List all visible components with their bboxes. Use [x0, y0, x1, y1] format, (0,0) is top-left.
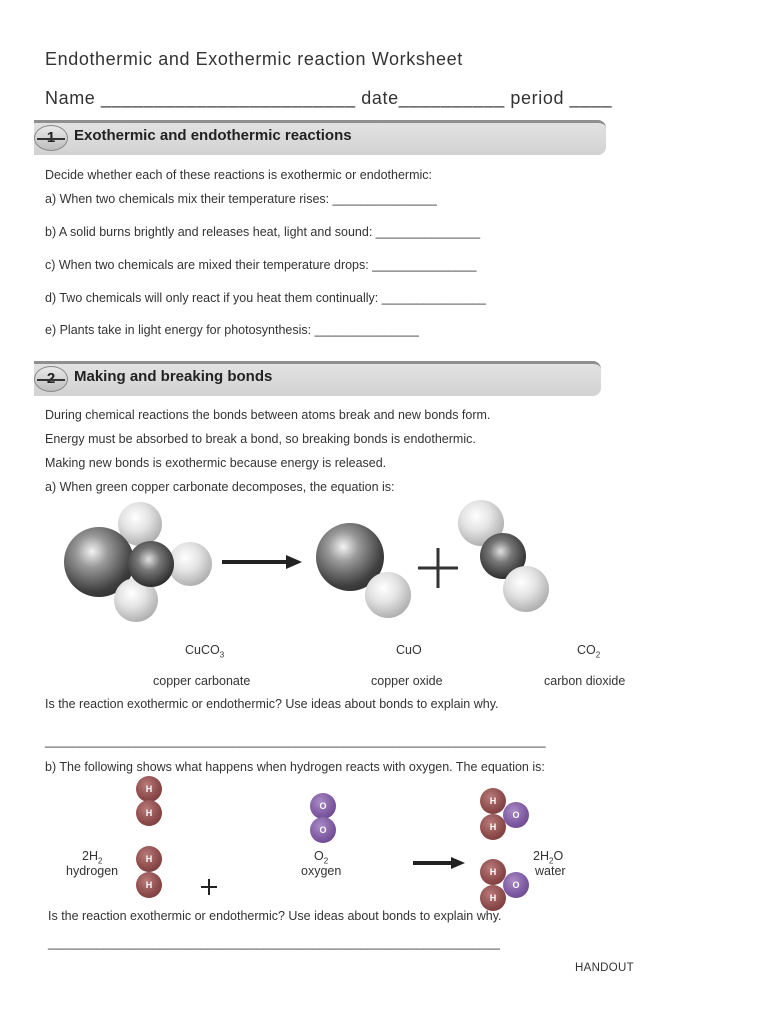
- oxygen-atom: O: [503, 802, 529, 828]
- hydrogen-atom: H: [480, 859, 506, 885]
- hydrogen-atom: H: [136, 846, 162, 872]
- question-2b: b) The following shows what happens when hydrogen reacts with oxygen. The equation is:: [45, 760, 545, 774]
- hydrogen-atom: H: [480, 814, 506, 840]
- answer-line-2b: _________________________________________________________________: [48, 936, 500, 950]
- question-1d: d) Two chemicals will only react if you heat them continually: _______________: [45, 291, 487, 305]
- hydrogen-atom: H: [136, 776, 162, 802]
- label-water: water: [535, 864, 566, 878]
- formula-cuco3: CuCO$_3$: [185, 643, 225, 660]
- worksheet-title: Endothermic and Exothermic reaction Worksheet: [45, 49, 463, 69]
- hydrogen-atom: H: [136, 800, 162, 826]
- question-1e: e) Plants take in light energy for photosynthesis: _______________: [45, 323, 419, 337]
- section-1-intro: Decide whether each of these reactions is exothermic or endothermic:: [45, 168, 432, 182]
- hydrogen-atom: H: [480, 885, 506, 911]
- section-1-number: 1: [34, 125, 68, 151]
- right-arrow-icon: [413, 855, 465, 871]
- label-copper-carbonate: copper carbonate: [153, 674, 251, 688]
- question-2a-explain: Is the reaction exothermic or endothermic? Use ideas about bonds to explain why.: [45, 697, 499, 711]
- formula-co2: $CO_2$: [577, 643, 601, 660]
- hydrogen-atom: H: [480, 788, 506, 814]
- answer-line-2a: ________________________________________________________________________: [45, 734, 546, 748]
- section-2-title: Making and breaking bonds: [74, 368, 273, 385]
- section-1-title: Exothermic and endothermic reactions: [74, 127, 352, 144]
- formula-2h2: $2H_2$: [82, 849, 103, 866]
- question-1b: b) A solid burns brightly and releases heat, light and sound: _______________: [45, 225, 481, 239]
- carbon-atom: [128, 541, 174, 587]
- section-2-number: 2: [34, 366, 68, 392]
- formula-o2: $O_2$: [314, 849, 329, 866]
- label-copper-oxide: copper oxide: [371, 674, 443, 688]
- section-2-banner: [34, 361, 601, 396]
- label-hydrogen: hydrogen: [66, 864, 119, 878]
- oxygen-atom: O: [310, 793, 336, 819]
- name-date-period-line: Name ________________________ date__________ period ____: [45, 88, 613, 108]
- hydrogen-atom: H: [136, 872, 162, 898]
- plus-icon: [416, 546, 460, 590]
- section-1-banner: [34, 120, 606, 155]
- question-1c: c) When two chemicals are mixed their temperature drops: _______________: [45, 258, 477, 272]
- formula-cuo: CuO: [396, 643, 422, 657]
- formula-2h2o: $2H_2O$: [533, 849, 564, 866]
- paragraph-1: During chemical reactions the bonds between atoms break and new bonds form.: [45, 408, 491, 422]
- oxygen-atom: O: [310, 817, 336, 843]
- oxygen-atom: [365, 572, 411, 618]
- right-arrow-icon: [222, 553, 302, 571]
- plus-icon: [200, 878, 218, 896]
- handout-label: HANDOUT: [575, 962, 634, 974]
- label-oxygen: oxygen: [301, 864, 342, 878]
- oxygen-atom: [503, 566, 549, 612]
- paragraph-3: Making new bonds is exothermic because energy is released.: [45, 456, 387, 470]
- oxygen-atom: O: [503, 872, 529, 898]
- label-carbon-dioxide: carbon dioxide: [544, 674, 626, 688]
- question-2a: a) When green copper carbonate decomposes, the equation is:: [45, 480, 395, 494]
- question-2b-explain: Is the reaction exothermic or endothermic? Use ideas about bonds to explain why.: [48, 909, 502, 923]
- question-1a: a) When two chemicals mix their temperature rises: _______________: [45, 192, 437, 206]
- oxygen-atom: [168, 542, 212, 586]
- paragraph-2: Energy must be absorbed to break a bond, so breaking bonds is endothermic.: [45, 432, 476, 446]
